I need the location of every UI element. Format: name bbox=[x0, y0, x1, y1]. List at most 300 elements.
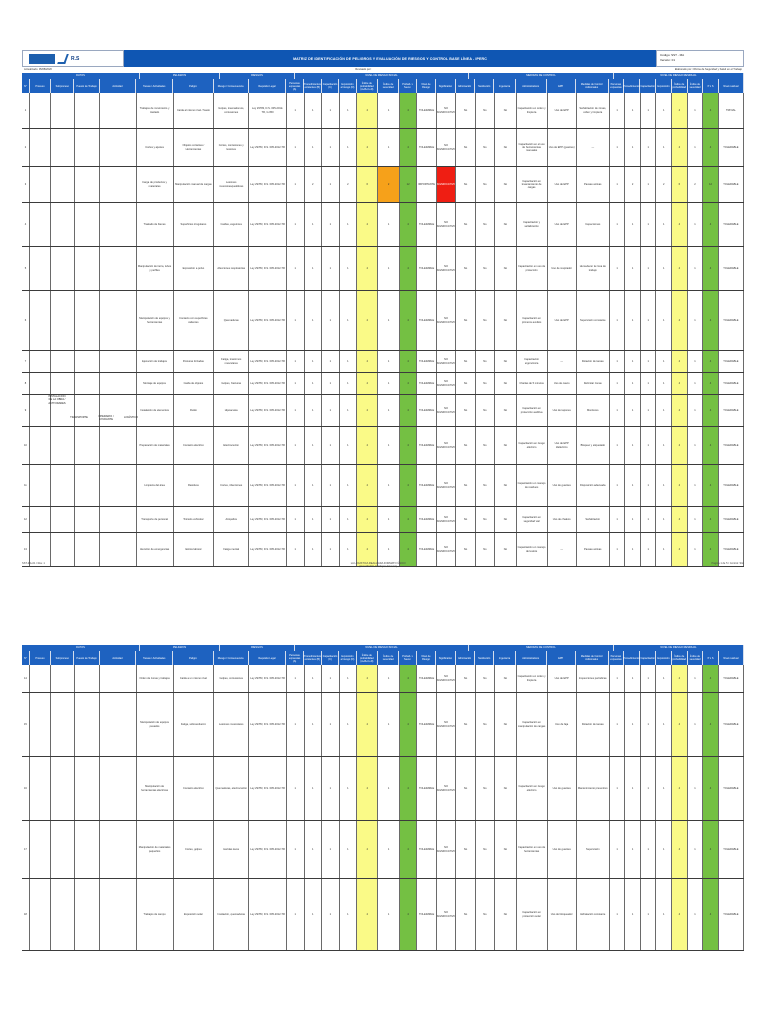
cell-job bbox=[75, 93, 100, 128]
cell-elim: No bbox=[456, 757, 475, 820]
cell-rs: 1 bbox=[688, 247, 704, 290]
cell-lvl: TOLERABLE bbox=[417, 427, 436, 464]
cell-epp: — bbox=[548, 351, 577, 372]
cell-rb: 2 bbox=[625, 167, 641, 202]
table-row bbox=[22, 203, 744, 247]
cell-ra: 1 bbox=[610, 129, 626, 166]
column-header: Requisito Legal bbox=[249, 651, 287, 665]
cell-ps: 4 bbox=[400, 129, 418, 166]
cell-rb: 1 bbox=[625, 693, 641, 756]
cell-res: TOLERABLE bbox=[719, 879, 744, 950]
cell-a: 1 bbox=[287, 533, 305, 566]
cell-elim: No bbox=[456, 373, 475, 394]
cell-ing: No bbox=[495, 821, 516, 878]
table-row bbox=[22, 351, 744, 373]
cell-s: 1 bbox=[378, 533, 399, 566]
table-row bbox=[22, 693, 744, 757]
table-row bbox=[22, 129, 744, 167]
document-title: MATRIZ DE IDENTIFICACIÓN DE PELIGROS Y EVALUACIÓN DE RIESGOS Y CONTROL BASE LÍNEA - IPERC bbox=[124, 50, 656, 67]
cell-rps: 4 bbox=[703, 465, 719, 506]
cell-law: Ley 29783, D.S. 005-2012-TR bbox=[249, 879, 287, 950]
cell-sust: No bbox=[476, 693, 495, 756]
cell-rp: 4 bbox=[672, 373, 688, 394]
cell-adm: Capacitación en primeros auxilios bbox=[517, 291, 548, 350]
cell-hazard: Manipulación manual de cargas bbox=[174, 167, 215, 202]
cell-task: Manipulación de herramientas eléctricas bbox=[137, 757, 174, 820]
cell-rp: 4 bbox=[672, 757, 688, 820]
cell-epp: — bbox=[548, 533, 577, 566]
cell-ing: No bbox=[495, 395, 516, 426]
column-header: Administrativos bbox=[516, 79, 547, 93]
cell-sust: No bbox=[476, 351, 495, 372]
cell-task: Preparación de materiales bbox=[137, 427, 174, 464]
cell-sust: No bbox=[476, 167, 495, 202]
cell-rb: 1 bbox=[625, 665, 641, 692]
column-header: Significativo bbox=[436, 79, 455, 93]
cell-c: 1 bbox=[322, 167, 340, 202]
cell-ing: No bbox=[495, 665, 516, 692]
cell-risk: Golpes, fracturas bbox=[214, 373, 249, 394]
table-row bbox=[22, 821, 744, 879]
cell-hazard: Objetos cortantes / Herramientas bbox=[174, 129, 215, 166]
cell-n: 2 bbox=[22, 129, 30, 166]
cell-p: 4 bbox=[357, 395, 378, 426]
cell-hazard: Contacto eléctrico bbox=[174, 757, 215, 820]
cell-n: 10 bbox=[22, 427, 30, 464]
cell-act bbox=[100, 291, 137, 350]
cell-ra: 1 bbox=[610, 821, 626, 878]
cell-b: 1 bbox=[305, 351, 323, 372]
cell-sust: No bbox=[476, 507, 495, 532]
cell-law: Ley 29783, D.S. 005-2012-TR bbox=[249, 821, 287, 878]
cell-s: 1 bbox=[378, 351, 399, 372]
cell-n: 14 bbox=[22, 665, 30, 692]
cell-rps: 12 bbox=[703, 167, 719, 202]
cell-elim: No bbox=[456, 533, 475, 566]
cell-task: Transporte de personal bbox=[137, 507, 174, 532]
company-logo bbox=[22, 50, 124, 67]
cell-sig: NO SIGNIFICATIVO bbox=[437, 129, 456, 166]
cell-sust: No bbox=[476, 757, 495, 820]
cell-rd: 1 bbox=[656, 427, 672, 464]
cell-act bbox=[100, 665, 137, 692]
cell-act bbox=[100, 167, 137, 202]
cell-rp: 4 bbox=[672, 203, 688, 246]
cell-elim: No bbox=[456, 427, 475, 464]
column-header: Índice de severidad bbox=[688, 651, 704, 665]
cell-adm: Capacitación y señalización bbox=[517, 203, 548, 246]
cell-n: 3 bbox=[22, 167, 30, 202]
cell-extra: Pausas activas bbox=[577, 533, 610, 566]
cell-a: 1 bbox=[287, 395, 305, 426]
table-row bbox=[22, 93, 744, 129]
cell-task: Orden de zonas y trabajos bbox=[137, 665, 174, 692]
cell-law: Ley 29783, D.S. 005-2012-TR bbox=[249, 757, 287, 820]
column-header: Exposición al riesgo (D) bbox=[339, 79, 356, 93]
cell-rs: 1 bbox=[688, 395, 704, 426]
column-header: Índice de probabilidad (A+B+C+D) bbox=[357, 651, 378, 665]
group-nivel-inicial: NIVEL DE RIESGO INICIAL bbox=[295, 73, 469, 79]
cell-sub bbox=[51, 129, 74, 166]
cell-sub bbox=[51, 693, 74, 756]
column-header: Significativo bbox=[436, 651, 455, 665]
cell-res: TOLERABLE bbox=[719, 203, 744, 246]
cell-epp: Uso de guantes bbox=[548, 821, 577, 878]
cell-rp: 4 bbox=[672, 395, 688, 426]
column-header: Eliminación bbox=[456, 651, 475, 665]
cell-ra: 1 bbox=[610, 93, 626, 128]
cell-sub bbox=[51, 203, 74, 246]
cell-b: 2 bbox=[305, 167, 323, 202]
cell-task: Traslado de bienes bbox=[137, 203, 174, 246]
cell-d: 1 bbox=[340, 665, 358, 692]
cell-extra: — bbox=[577, 129, 610, 166]
cell-p: 4 bbox=[357, 291, 378, 350]
table-row bbox=[22, 879, 744, 951]
cell-rd: 1 bbox=[656, 821, 672, 878]
cell-proc bbox=[30, 129, 51, 166]
cell-a: 1 bbox=[287, 373, 305, 394]
cell-c: 1 bbox=[322, 203, 340, 246]
cell-ing: No bbox=[495, 757, 516, 820]
cell-s: 1 bbox=[378, 203, 399, 246]
cell-proc bbox=[30, 351, 51, 372]
column-header: Peligro bbox=[173, 651, 214, 665]
cell-ing: No bbox=[495, 507, 516, 532]
cell-p: 4 bbox=[357, 665, 378, 692]
cell-a: 1 bbox=[287, 507, 305, 532]
cell-rd: 1 bbox=[656, 533, 672, 566]
cell-risk: Atropellos bbox=[214, 507, 249, 532]
cell-n: 7 bbox=[22, 351, 30, 372]
cell-rd: 1 bbox=[656, 203, 672, 246]
cell-a: 1 bbox=[287, 757, 305, 820]
cell-res: TOLERABLE bbox=[719, 427, 744, 464]
cell-sub bbox=[51, 351, 74, 372]
cell-sust: No bbox=[476, 93, 495, 128]
cell-ra: 1 bbox=[610, 507, 626, 532]
cell-ing: No bbox=[495, 879, 516, 950]
cell-epp: Uso de casco bbox=[548, 373, 577, 394]
cell-rps: 4 bbox=[703, 427, 719, 464]
cell-ra: 1 bbox=[610, 465, 626, 506]
cell-sust: No bbox=[476, 427, 495, 464]
column-header-row bbox=[22, 79, 744, 93]
cell-law: Ley 29783, D.S. 005-2012-TR bbox=[249, 395, 287, 426]
cell-b: 1 bbox=[305, 465, 323, 506]
column-header: Ingeniería bbox=[494, 651, 515, 665]
cell-proc bbox=[30, 427, 51, 464]
cell-rd: 1 bbox=[656, 693, 672, 756]
cell-rs: 1 bbox=[688, 465, 704, 506]
cell-ra: 1 bbox=[610, 427, 626, 464]
cell-ra: 1 bbox=[610, 879, 626, 950]
cell-ra: 1 bbox=[610, 665, 626, 692]
title-row bbox=[22, 50, 744, 67]
cell-rs: 1 bbox=[688, 507, 704, 532]
cell-s: 1 bbox=[378, 373, 399, 394]
cell-sig: NO SIGNIFICATIVO bbox=[437, 665, 456, 692]
cell-d: 1 bbox=[340, 93, 358, 128]
cell-rp: 4 bbox=[672, 665, 688, 692]
cell-rps: 4 bbox=[703, 757, 719, 820]
logo-mark-icon bbox=[57, 54, 69, 64]
cell-law: Ley 29783, D.S. 005-2012-TR bbox=[249, 247, 287, 290]
cell-rd: 1 bbox=[656, 129, 672, 166]
cell-rc: 1 bbox=[641, 247, 657, 290]
cell-rd: 1 bbox=[656, 395, 672, 426]
cell-job bbox=[75, 879, 100, 950]
cell-task: Manipulación de tierra, tubos y perfiles bbox=[137, 247, 174, 290]
cell-p: 4 bbox=[357, 693, 378, 756]
cell-law: Ley 29783, D.S. 005-2012-TR bbox=[249, 427, 287, 464]
cell-sust: No bbox=[476, 395, 495, 426]
cell-n: 13 bbox=[22, 533, 30, 566]
cell-law: Ley 29783, D.S. 005-2012-TR bbox=[249, 351, 287, 372]
cell-n: 18 bbox=[22, 879, 30, 950]
cell-sust: No bbox=[476, 533, 495, 566]
cell-s: 1 bbox=[378, 247, 399, 290]
cell-elim: No bbox=[456, 507, 475, 532]
cell-ing: No bbox=[495, 373, 516, 394]
column-header: Probab. x Sever. bbox=[399, 651, 416, 665]
group-peligros-2: PELIGROS bbox=[140, 645, 220, 651]
meta-prepared: Elaborado por: Oficina de Seguridad y Salud en el Trabajo bbox=[674, 68, 742, 71]
column-header: Subproceso bbox=[51, 651, 74, 665]
cell-extra: Disposición adecuada bbox=[577, 465, 610, 506]
cell-hazard: Superficies irregulares bbox=[174, 203, 215, 246]
cell-rs: 2 bbox=[688, 167, 704, 202]
cell-sust: No bbox=[476, 821, 495, 878]
group-nivel-residual-2: NIVEL DE RIESGO RESIDUAL bbox=[614, 645, 744, 651]
cell-proc bbox=[30, 93, 51, 128]
table-row bbox=[22, 465, 744, 507]
cell-act bbox=[100, 247, 137, 290]
cell-c: 1 bbox=[322, 373, 340, 394]
cell-elim: No bbox=[456, 665, 475, 692]
cell-b: 1 bbox=[305, 203, 323, 246]
cell-b: 1 bbox=[305, 879, 323, 950]
document-code bbox=[656, 50, 744, 67]
column-header: Procedimientos bbox=[624, 651, 640, 665]
cell-res: TOLERABLE bbox=[719, 247, 744, 290]
cell-ing: No bbox=[495, 129, 516, 166]
cell-epp: Uso de EPP bbox=[548, 291, 577, 350]
cell-rp: 4 bbox=[672, 129, 688, 166]
cell-risk: Heridas leves bbox=[214, 821, 249, 878]
cell-rb: 1 bbox=[625, 373, 641, 394]
cell-ps: 4 bbox=[400, 351, 418, 372]
cell-p: 4 bbox=[357, 533, 378, 566]
column-header: Sustitución bbox=[475, 79, 494, 93]
cell-c: 1 bbox=[322, 465, 340, 506]
cell-ps: 4 bbox=[400, 291, 418, 350]
cell-ra: 1 bbox=[610, 291, 626, 350]
cell-res: TOLERABLE bbox=[719, 665, 744, 692]
cell-sub bbox=[51, 879, 74, 950]
table-row bbox=[22, 757, 744, 821]
cell-extra: Mantenimiento preventivo bbox=[577, 757, 610, 820]
cell-rc: 1 bbox=[641, 93, 657, 128]
column-header: Procedimientos existentes (B) bbox=[304, 651, 322, 665]
cell-d: 1 bbox=[340, 879, 358, 950]
cell-hazard: Estrés laboral bbox=[174, 533, 215, 566]
cell-n: 16 bbox=[22, 757, 30, 820]
cell-c: 1 bbox=[322, 693, 340, 756]
cell-p: 4 bbox=[357, 93, 378, 128]
cell-rs: 1 bbox=[688, 203, 704, 246]
cell-hazard: Ruido bbox=[174, 395, 215, 426]
cell-law: Ley 29783, D.S. 005-2012-TR bbox=[249, 665, 287, 692]
group-medidas: MEDIDAS DE CONTROL bbox=[469, 73, 614, 79]
cell-lvl: TOLERABLE bbox=[417, 129, 436, 166]
cell-sig: NO SIGNIFICATIVO bbox=[437, 693, 456, 756]
cell-proc bbox=[30, 507, 51, 532]
cell-rs: 1 bbox=[688, 93, 704, 128]
cell-extra: Rotación de tareas bbox=[577, 351, 610, 372]
group-nivel-residual: NIVEL DE RIESGO RESIDUAL bbox=[614, 73, 744, 79]
cell-rp: 4 bbox=[672, 821, 688, 878]
cell-ps: 12 bbox=[400, 167, 418, 202]
cell-law: Ley 29783, D.S. 005-2012-TR bbox=[249, 693, 287, 756]
cell-sub bbox=[51, 247, 74, 290]
cell-elim: No bbox=[456, 167, 475, 202]
footer-center-2: (Con Medida de Mejora Técnica) bbox=[359, 565, 398, 568]
cell-epp: Uso de EPP bbox=[548, 203, 577, 246]
cell-sig: NO SIGNIFICATIVO bbox=[437, 291, 456, 350]
column-header: P x S bbox=[703, 79, 719, 93]
cell-sig: NO SIGNIFICATIVO bbox=[437, 879, 456, 950]
column-header: Proceso bbox=[30, 651, 51, 665]
cell-extra: Delimitar zonas bbox=[577, 373, 610, 394]
cell-s: 1 bbox=[378, 821, 399, 878]
cell-b: 1 bbox=[305, 507, 323, 532]
cell-rs: 1 bbox=[688, 821, 704, 878]
cell-rd: 1 bbox=[656, 465, 672, 506]
cell-ing: No bbox=[495, 427, 516, 464]
cell-law: Ley 29783, D.S. 005-2012-TR bbox=[249, 465, 287, 506]
cell-rs: 1 bbox=[688, 693, 704, 756]
cell-sub bbox=[51, 465, 74, 506]
cell-n: 1 bbox=[22, 93, 30, 128]
cell-elim: No bbox=[456, 247, 475, 290]
cell-rb: 1 bbox=[625, 247, 641, 290]
matrix-sheet-2 bbox=[22, 645, 744, 951]
cell-a: 1 bbox=[287, 427, 305, 464]
cell-s: 1 bbox=[378, 879, 399, 950]
cell-adm: Charlas de 5 minutos bbox=[517, 373, 548, 394]
cell-risk: Hipoacusia bbox=[214, 395, 249, 426]
group-nivel-inicial-2: NIVEL DE RIESGO INICIAL bbox=[295, 645, 469, 651]
code-line-1: Código: SST - MA bbox=[660, 53, 685, 57]
group-peligros: PELIGROS bbox=[140, 73, 220, 79]
column-header: Riesgo / Consecuencia bbox=[214, 651, 249, 665]
table-row bbox=[22, 291, 744, 351]
cell-proc bbox=[30, 247, 51, 290]
cell-c: 1 bbox=[322, 247, 340, 290]
cell-rp: 4 bbox=[672, 507, 688, 532]
cell-risk: Cortes, infecciones bbox=[214, 465, 249, 506]
cell-epp: Uso de EPP dieléctrico bbox=[548, 427, 577, 464]
column-header: Medidas de Control Adicionales bbox=[576, 79, 609, 93]
matrix-sheet-1 bbox=[22, 50, 744, 567]
cell-p: 4 bbox=[357, 821, 378, 878]
cell-hazard: Tránsito vehicular bbox=[174, 507, 215, 532]
cell-ps: 4 bbox=[400, 665, 418, 692]
cell-b: 1 bbox=[305, 693, 323, 756]
column-header: Sustitución bbox=[475, 651, 494, 665]
column-header: Exposición bbox=[656, 651, 672, 665]
cell-p: 4 bbox=[357, 879, 378, 950]
cell-lvl: TOLERABLE bbox=[417, 291, 436, 350]
cell-rc: 1 bbox=[641, 427, 657, 464]
cell-epp: Uso de guantes bbox=[548, 465, 577, 506]
cell-c: 1 bbox=[322, 507, 340, 532]
cell-a: 1 bbox=[287, 821, 305, 878]
cell-act bbox=[100, 203, 137, 246]
cell-n: 9 bbox=[22, 395, 30, 426]
risk-rows-2 bbox=[22, 665, 744, 951]
cell-s: 1 bbox=[378, 129, 399, 166]
cell-b: 1 bbox=[305, 533, 323, 566]
cell-rd: 1 bbox=[656, 247, 672, 290]
cell-rs: 1 bbox=[688, 373, 704, 394]
column-header: EPP bbox=[547, 651, 576, 665]
cell-elim: No bbox=[456, 93, 475, 128]
cell-c: 1 bbox=[322, 821, 340, 878]
cell-lvl: IMPORTANTE bbox=[417, 167, 436, 202]
cell-sig: NO SIGNIFICATIVO bbox=[437, 395, 456, 426]
cell-ra: 1 bbox=[610, 351, 626, 372]
cell-res: TOLERABLE bbox=[719, 291, 744, 350]
cell-extra: Pausas activas bbox=[577, 167, 610, 202]
cell-b: 1 bbox=[305, 247, 323, 290]
cell-ps: 4 bbox=[400, 247, 418, 290]
cell-rp: 4 bbox=[672, 291, 688, 350]
cell-ps: 4 bbox=[400, 693, 418, 756]
cell-act bbox=[100, 93, 137, 128]
cell-task: Carga de productos y materiales bbox=[137, 167, 174, 202]
cell-rs: 1 bbox=[688, 427, 704, 464]
column-header: Índice de probabilidad bbox=[672, 79, 688, 93]
cell-rb: 1 bbox=[625, 465, 641, 506]
cell-d: 1 bbox=[340, 247, 358, 290]
cell-task: Cortes y ajustes bbox=[137, 129, 174, 166]
cell-act bbox=[100, 129, 137, 166]
cell-task: Trabajos de campo bbox=[137, 879, 174, 950]
footer-center-1: LA LOGISTICA REALIZADA FORMATO ÚNICO bbox=[350, 562, 406, 565]
cell-rb: 1 bbox=[625, 533, 641, 566]
cell-ps: 4 bbox=[400, 533, 418, 566]
cell-rp: 6 bbox=[672, 167, 688, 202]
cell-c: 1 bbox=[322, 665, 340, 692]
cell-d: 1 bbox=[340, 395, 358, 426]
cell-extra: Hidratación constante bbox=[577, 879, 610, 950]
column-header: Personas expuestas bbox=[609, 79, 625, 93]
cell-d: 1 bbox=[340, 351, 358, 372]
cell-d: 1 bbox=[340, 507, 358, 532]
column-header: Puesto de Trabajo bbox=[74, 79, 99, 93]
cell-p: 4 bbox=[357, 757, 378, 820]
cell-elim: No bbox=[456, 129, 475, 166]
cell-sub bbox=[51, 757, 74, 820]
cell-a: 1 bbox=[287, 129, 305, 166]
table-row bbox=[22, 665, 744, 693]
cell-sig: NO SIGNIFICATIVO bbox=[437, 203, 456, 246]
column-header: Requisito Legal bbox=[249, 79, 287, 93]
cell-act bbox=[100, 879, 137, 950]
cell-job bbox=[75, 291, 100, 350]
